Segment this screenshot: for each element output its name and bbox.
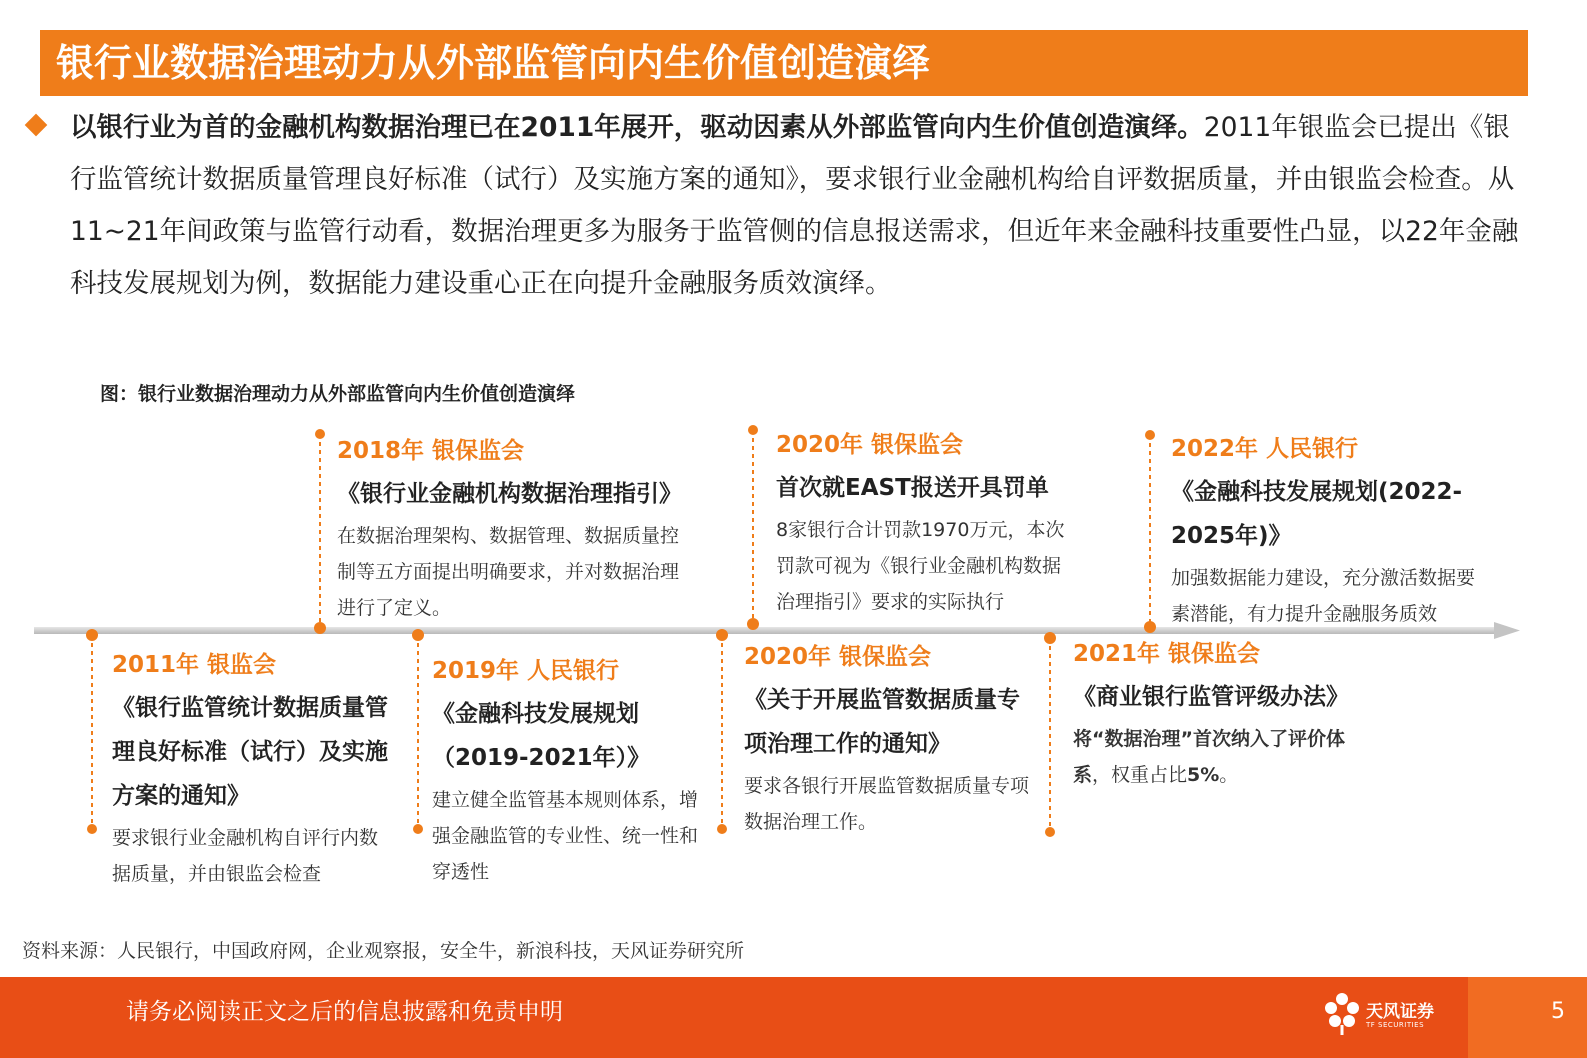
dot-2011-bottom bbox=[87, 824, 97, 834]
page-number-box bbox=[1468, 977, 1587, 1058]
event-description-weight: 5% bbox=[1187, 764, 1220, 786]
figure-caption: 图：银行业数据治理动力从外部监管向内生价值创造演绎 bbox=[100, 383, 576, 405]
event-2019 bbox=[432, 656, 712, 890]
disclaimer-text: 请务必阅读正文之后的信息披露和免责申明 bbox=[126, 999, 563, 1025]
dot-2018-axis bbox=[314, 622, 326, 634]
event-description: 在数据治理架构、数据管理、数据质量控制等五方面提出明确要求，并对数据治理进行了定义。 bbox=[337, 525, 680, 619]
dot-2019-axis bbox=[412, 629, 424, 641]
dot-2021-axis bbox=[1044, 632, 1056, 644]
event-description bbox=[1073, 721, 1353, 793]
dot-2022-top bbox=[1145, 430, 1155, 440]
event-header: 2020年 银保监会 bbox=[776, 432, 964, 458]
timeline-arrowhead-icon bbox=[1494, 622, 1520, 639]
event-description-tail: ，权重占比 bbox=[1092, 764, 1188, 786]
event-2022 bbox=[1171, 434, 1491, 632]
dot-2011-axis bbox=[86, 629, 98, 641]
dot-2019-bottom bbox=[413, 824, 423, 834]
event-header: 2011年 银监会 bbox=[112, 652, 277, 678]
dot-2018-top bbox=[315, 429, 325, 439]
event-2021 bbox=[1073, 639, 1373, 793]
event-document: 《银行业金融机构数据治理指引》 bbox=[337, 481, 682, 507]
dot-2020a-axis bbox=[747, 618, 759, 630]
event-header: 2022年 人民银行 bbox=[1171, 436, 1359, 462]
intro-text: 2011年银监会已提出《银行监管统计数据质量管理良好标准（试行）及实施方案的通知》，要求银行业金融机构给自评数据质量，并由银监会检查。从11~21年间政策与监管行动看，数据治理更多为服务于监管侧的信息报送需求，但近年来金融科技重要性凸显，以22年金融科技发展规划为例，数据能力建设重心正在向提升金融服务质效演绎。 bbox=[70, 112, 1519, 299]
event-document: 《关于开展监管数据质量专项治理工作的通知》 bbox=[744, 687, 1020, 757]
page-title: 银行业数据治理动力从外部监管向内生价值创造演绎 bbox=[56, 41, 931, 85]
event-header: 2020年 银保监会 bbox=[744, 644, 932, 670]
event-header: 2018年 银保监会 bbox=[337, 438, 525, 464]
logo-name: 天风证券 bbox=[1366, 1002, 1434, 1022]
event-description: 要求各银行开展监管数据质量专项数据治理工作。 bbox=[744, 775, 1030, 833]
page-number: 5 bbox=[1551, 999, 1565, 1024]
event-description-bold: 将“数据治理”首次纳入了评价体系 bbox=[1073, 728, 1345, 786]
event-document: 首次就EAST报送开具罚单 bbox=[776, 475, 1049, 501]
event-description-end: 。 bbox=[1219, 764, 1239, 786]
footer-bar bbox=[0, 977, 1587, 1058]
event-document: 《银行监管统计数据质量管理良好标准（试行）及实施方案的通知》 bbox=[112, 695, 388, 809]
dot-2020b-axis bbox=[716, 629, 728, 641]
logo-subtitle: TF SECURITIES bbox=[1366, 1021, 1425, 1029]
company-logo bbox=[1322, 991, 1462, 1043]
intro-bold: 以银行业为首的金融机构数据治理已在2011年展开，驱动因素从外部监管向内生价值创造演绎。 bbox=[70, 112, 1204, 143]
event-header: 2021年 银保监会 bbox=[1073, 641, 1261, 667]
event-document: 《商业银行监管评级办法》 bbox=[1073, 684, 1349, 710]
event-description: 要求银行业金融机构自评行内数据质量，并由银监会检查 bbox=[112, 827, 379, 885]
event-document: 《金融科技发展规划（2019-2021年）》 bbox=[432, 701, 651, 771]
event-2011 bbox=[112, 650, 402, 892]
event-description: 建立健全监管基本规则体系，增强金融监管的专业性、统一性和穿透性 bbox=[432, 789, 699, 883]
flower-logo-icon bbox=[1322, 991, 1362, 1035]
event-description: 加强数据能力建设，充分激活数据要素潜能，有力提升金融服务质效 bbox=[1171, 567, 1476, 625]
dot-2022-axis bbox=[1144, 621, 1156, 633]
dot-2020b-bottom bbox=[717, 824, 727, 834]
event-2020-quality bbox=[744, 642, 1044, 840]
source-note: 资料来源：人民银行，中国政府网，企业观察报，安全牛，新浪科技，天风证券研究所 bbox=[22, 940, 745, 962]
event-document: 《金融科技发展规划(2022-2025年)》 bbox=[1171, 479, 1463, 549]
dot-2020a-top bbox=[748, 425, 758, 435]
event-header: 2019年 人民银行 bbox=[432, 658, 620, 684]
event-2020-east bbox=[776, 430, 1106, 620]
event-description: 8家银行合计罚款1970万元，本次罚款可视为《银行业金融机构数据治理指引》要求的实际执行 bbox=[776, 519, 1065, 613]
event-2018 bbox=[337, 436, 717, 626]
dot-2021-bottom bbox=[1045, 827, 1055, 837]
